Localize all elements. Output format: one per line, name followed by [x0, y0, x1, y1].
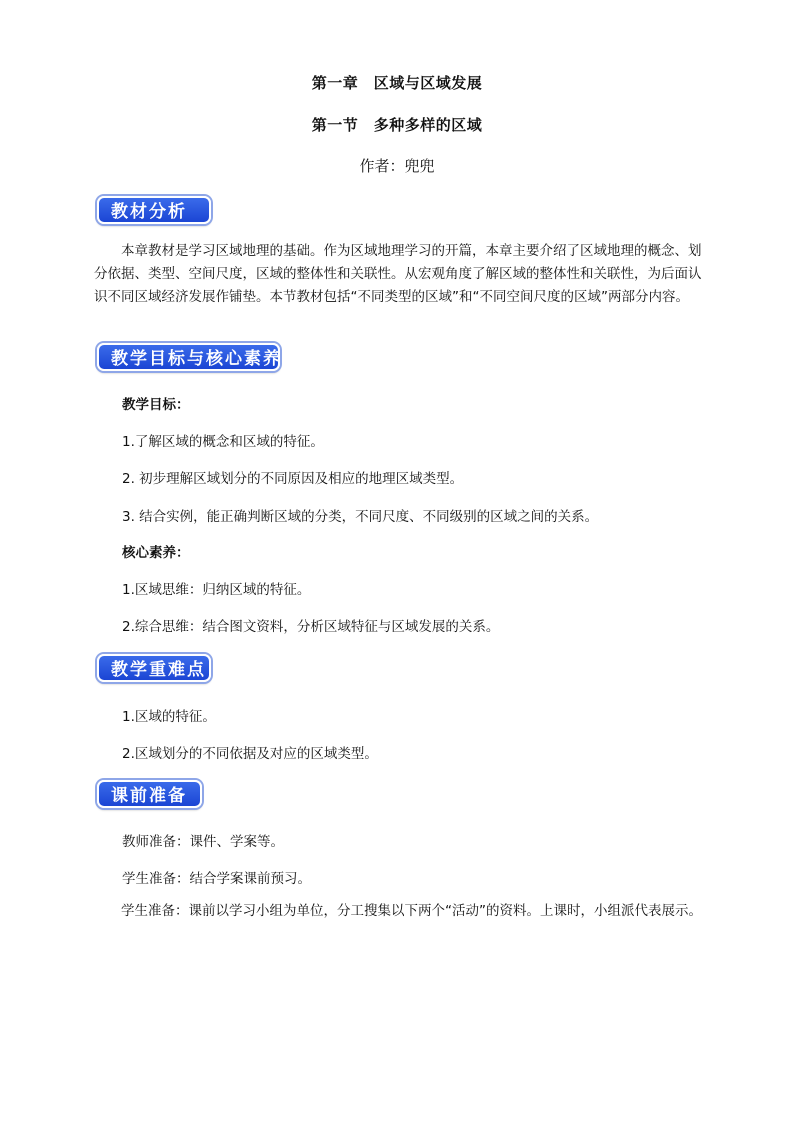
heading-badge-goals: 教学目标与核心素养 — [97, 343, 280, 371]
key-point-item: 2.区域划分的不同依据及对应的区域类型。 — [122, 746, 378, 762]
student-preparation: 学生准备：结合学案课前预习。 — [122, 871, 311, 887]
literacy-item: 1.区域思维：归纳区域的特征。 — [122, 582, 311, 598]
heading-badge-preparation: 课前准备 — [97, 780, 202, 808]
literacy-label: 核心素养： — [122, 545, 190, 561]
objectives-label: 教学目标： — [122, 397, 190, 413]
key-point-item: 1.区域的特征。 — [122, 709, 216, 725]
analysis-paragraph: 本章教材是学习区域地理的基础。作为区域地理学习的开篇，本章主要介绍了区域地理的概念、划分依据、类型、空间尺度，区域的整体性和关联性。从宏观角度了解区域的整体性和关联性，为后面认识不同区域经济发展作铺垫。本节教材包括“不同类型的区域”和“不同空间尺度的区域”两部分内容。 — [94, 243, 702, 305]
heading-badge-analysis: 教材分析 — [97, 196, 211, 224]
objective-item: 1.了解区域的概念和区域的特征。 — [122, 434, 324, 450]
objective-item: 2. 初步理解区域划分的不同原因及相应的地理区域类型。 — [122, 471, 464, 487]
teacher-preparation: 教师准备：课件、学案等。 — [122, 834, 284, 850]
heading-badge-key-points: 教学重难点 — [97, 654, 211, 682]
author-line: 作者：兜兜 — [359, 157, 435, 175]
chapter-title: 第一章 区域与区域发展 — [311, 74, 483, 92]
literacy-item: 2.综合思维：结合图文资料，分析区域特征与区域发展的关系。 — [122, 619, 500, 635]
objective-item: 3. 结合实例，能正确判断区域的分类，不同尺度、不同级别的区域之间的关系。 — [122, 509, 599, 525]
section-title: 第一节 多种多样的区域 — [311, 116, 483, 134]
student-preparation-paragraph: 学生准备：课前以学习小组为单位，分工搜集以下两个“活动”的资料。上课时，小组派代表展示。 — [121, 903, 702, 919]
